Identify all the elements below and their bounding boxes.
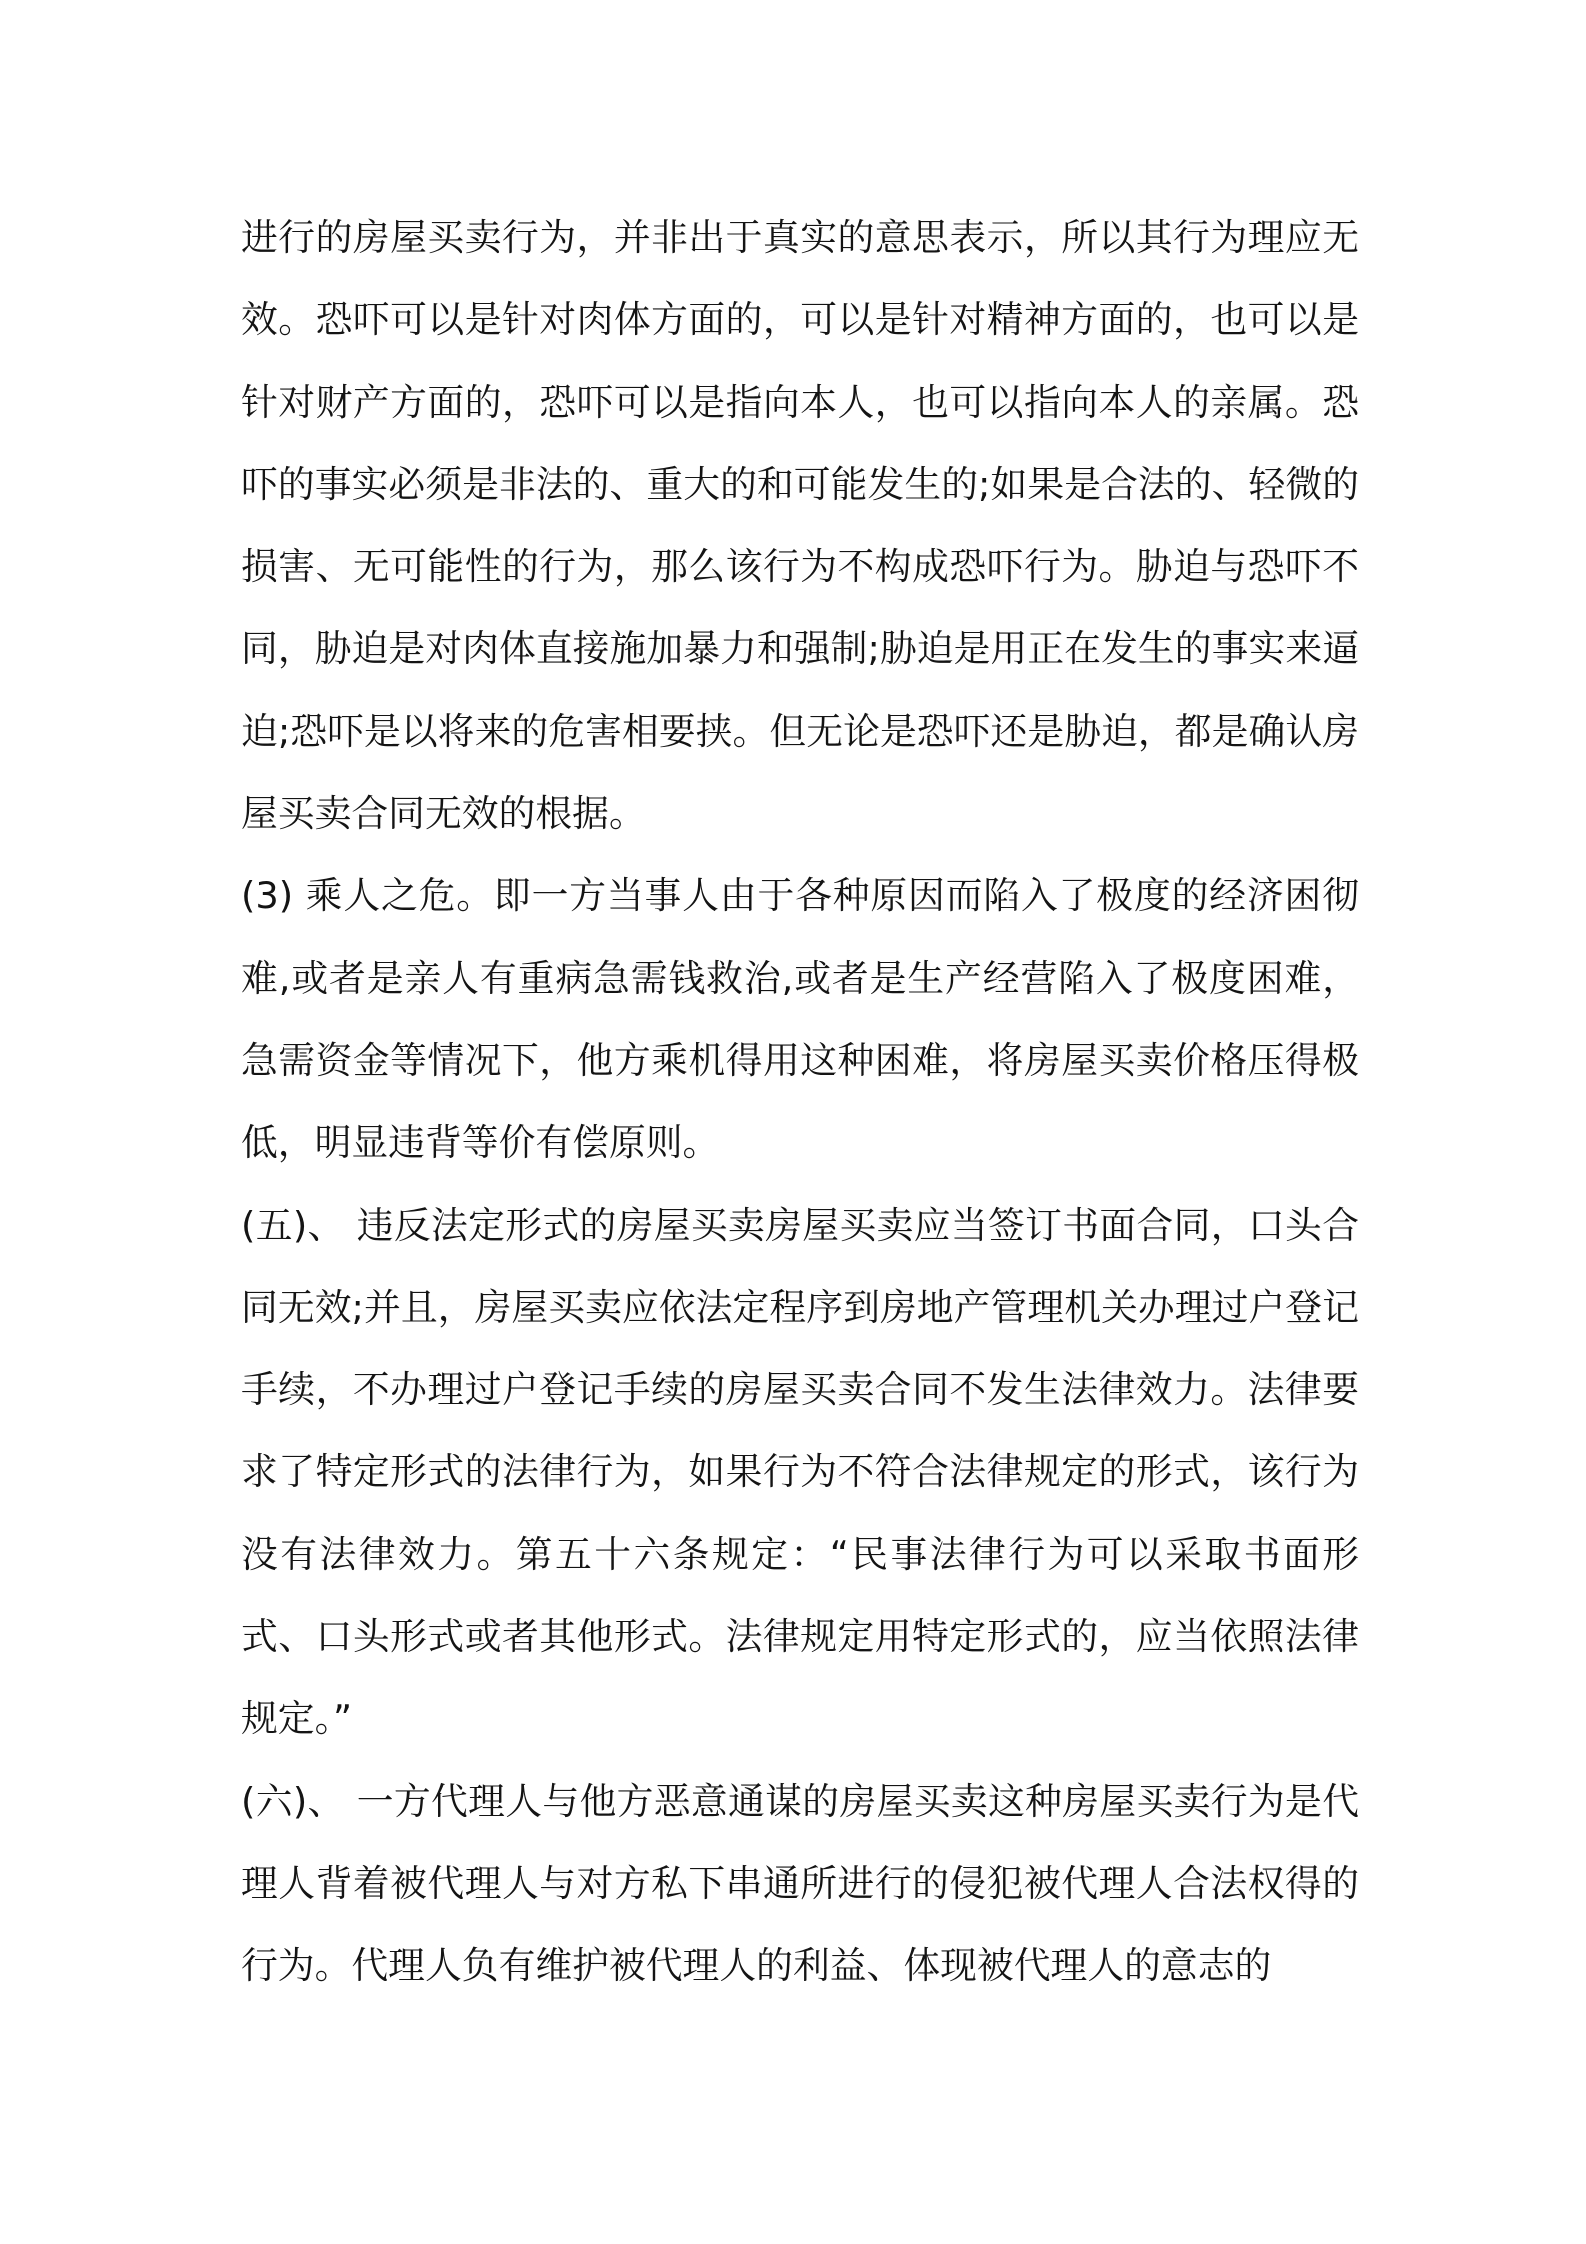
paragraph-statutory-form: (五)、 违反法定形式的房屋买卖房屋买卖应当签订书面合同，口头合同无效;并且，房屋买卖应依法定程序到房地产管理机关办理过户登记手续，不办理过户登记手续的房屋买卖合同不发生法律效力。法律要求了特定形式的法律行为，如果行为不符合法律规定的形式，该行为没有法律效力。第五十六条规定：“民事法律行为可以采取书面形式、口头形式或者其他形式。法律规定用特定形式的，应当依照法律规定。”: [241, 1203, 1359, 1741]
paragraph-coercion-threat: 进行的房屋买卖行为，并非出于真实的意思表示，所以其行为理应无效。恐吓可以是针对肉体方面的，可以是针对精神方面的，也可以是针对财产方面的，恐吓可以是指向本人，也可以指向本人的亲属。恐吓的事实必须是非法的、重大的和可能发生的;如果是合法的、轻微的损害、无可能性的行为，那么该行为不构成恐吓行为。胁迫与恐吓不同，胁迫是对肉体直接施加暴力和强制;胁迫是用正在发生的事实来逼迫;恐吓是以将来的危害相要挟。但无论是恐吓还是胁迫，都是确认房屋买卖合同无效的根据。: [241, 216, 1359, 836]
document-body: [241, 197, 1359, 2008]
paragraph-taking-advantage: (3) 乘人之危。即一方当事人由于各种原因而陷入了极度的经济困彻难,或者是亲人有重病急需钱救治,或者是生产经营陷入了极度困难，急需资金等情况下，他方乘机得用这种困难，将房屋买卖价格压得极低，明显违背等价有偿原则。: [241, 874, 1359, 1165]
paragraph-agent-collusion: (六)、 一方代理人与他方恶意通谋的房屋买卖这种房屋买卖行为是代理人背着被代理人与对方私下串通所进行的侵犯被代理人合法权得的行为。代理人负有维护被代理人的利益、体现被代理人的意志的: [241, 1779, 1359, 1988]
